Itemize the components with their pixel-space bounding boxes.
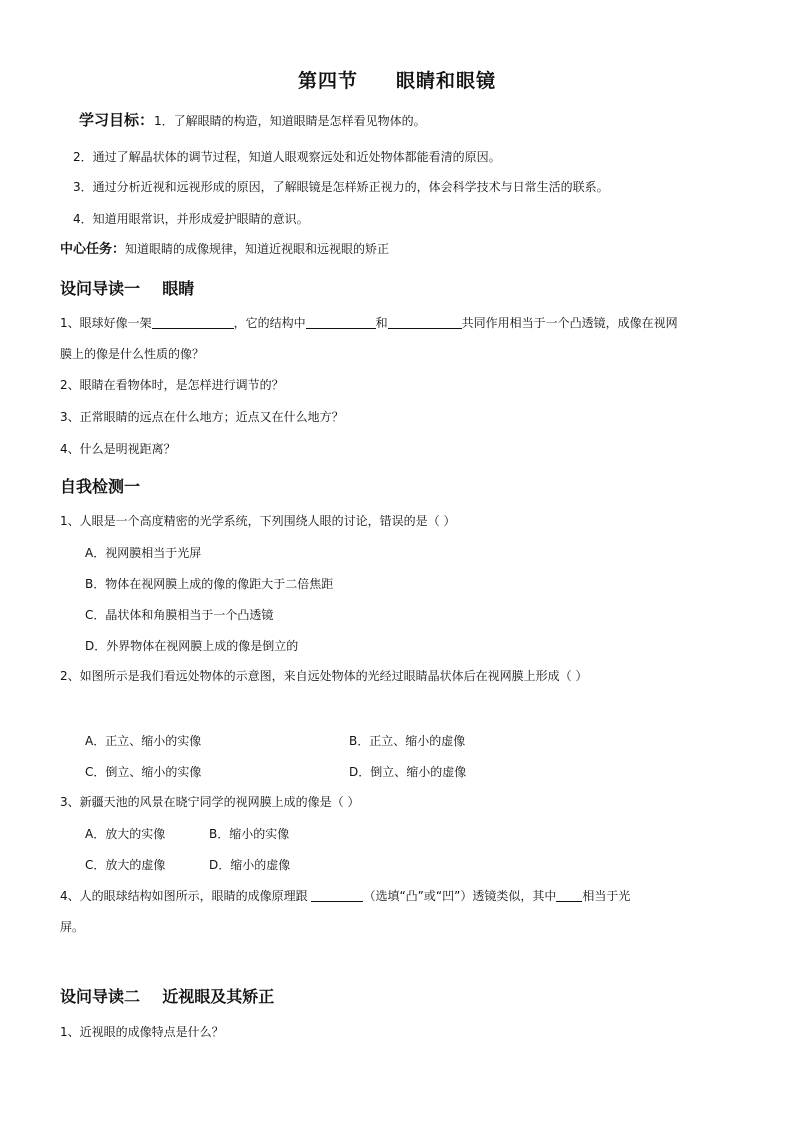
option-3b[interactable]: B．缩小的实像 <box>209 827 290 841</box>
objective-item-3: 3．通过分析近视和远视形成的原因，了解眼镜是怎样矫正视力的，体会科学技术与日常生活的联系。 <box>73 180 609 194</box>
check-question-3: 3、新疆天池的风景在晓宁同学的视网膜上成的像是（ ） <box>60 795 360 809</box>
check-question-4-line <box>60 888 630 904</box>
question-3: 3、正常眼睛的远点在什么地方；近点又在什么地方？ <box>60 410 344 424</box>
option-1d[interactable]: D．外界物体在视网膜上成的像是倒立的 <box>85 639 299 653</box>
question-1-text-c: 和 <box>375 316 388 330</box>
option-2a[interactable]: A．正立、缩小的实像 <box>85 734 202 748</box>
option-3d[interactable]: D．缩小的虚像 <box>209 858 291 872</box>
central-task <box>60 241 389 258</box>
question-1-text-a: 1、眼球好像一架 <box>60 316 152 330</box>
option-2c[interactable]: C．倒立、缩小的实像 <box>85 765 202 779</box>
option-1b[interactable]: B．物体在视网膜上成的像的像距大于二倍焦距 <box>85 577 334 591</box>
option-1a[interactable]: A．视网膜相当于光屏 <box>85 546 202 560</box>
fill-blank[interactable] <box>152 316 234 329</box>
objectives-label: 学习目标： <box>79 111 155 129</box>
check-question-4-text-c: 相当于光 <box>582 889 631 903</box>
myopia-question-1: 1、近视眼的成像特点是什么？ <box>60 1025 224 1039</box>
check-question-1: 1、人眼是一个高度精密的光学系统，下列围绕人眼的讨论，错误的是（ ） <box>60 514 456 528</box>
check-question-2: 2、如图所示是我们看远处物体的示意图，来自远处物体的光经过眼睛晶状体后在视网膜上形成（ ） <box>60 669 588 683</box>
section-heading-self-check: 自我检测一 <box>60 477 141 496</box>
check-question-4-text-a: 4、人的眼球结构如图所示，眼睛的成像原理跟 <box>60 889 312 903</box>
section-heading-eye: 设问导读一 眼睛 <box>60 279 195 298</box>
page-title: 第四节 眼睛和眼镜 <box>297 70 497 92</box>
check-question-4-text-b: （选填“凸”或“凹”）透镜类似，其中 <box>363 889 557 903</box>
objective-item-2: 2．通过了解晶状体的调节过程，知道人眼观察远处和近处物体都能看清的原因。 <box>73 150 501 164</box>
check-question-4-continued: 屏。 <box>60 920 85 934</box>
option-3a[interactable]: A．放大的实像 <box>85 827 166 841</box>
question-4: 4、什么是明视距离？ <box>60 442 176 456</box>
question-1-line <box>60 315 678 331</box>
fill-blank[interactable] <box>388 316 462 329</box>
objective-item-4: 4．知道用眼常识，并形成爱护眼睛的意识。 <box>73 212 309 226</box>
section-heading-myopia: 设问导读二 近视眼及其矫正 <box>60 987 275 1006</box>
option-2d[interactable]: D．倒立、缩小的虚像 <box>349 765 467 779</box>
task-label: 中心任务： <box>60 242 126 257</box>
task-text: 知道眼睛的成像规律，知道近视眼和远视眼的矫正 <box>125 242 390 256</box>
objective-item-1: 1．了解眼睛的构造，知道眼睛是怎样看见物体的。 <box>154 114 426 128</box>
fill-blank[interactable] <box>556 889 582 902</box>
option-2b[interactable]: B．正立、缩小的虚像 <box>349 734 466 748</box>
fill-blank[interactable] <box>311 889 363 902</box>
option-3c[interactable]: C．放大的虚像 <box>85 858 166 872</box>
objective-line-1 <box>79 112 426 129</box>
fill-blank[interactable] <box>306 316 376 329</box>
question-2: 2、眼睛在看物体时，是怎样进行调节的？ <box>60 378 284 392</box>
question-1-continued: 膜上的像是什么性质的像？ <box>60 347 205 361</box>
option-1c[interactable]: C．晶状体和角膜相当于一个凸透镜 <box>85 608 274 622</box>
question-1-text-d: 共同作用相当于一个凸透镜，成像在视网 <box>461 316 678 330</box>
question-1-text-b: ，它的结构中 <box>233 316 306 330</box>
